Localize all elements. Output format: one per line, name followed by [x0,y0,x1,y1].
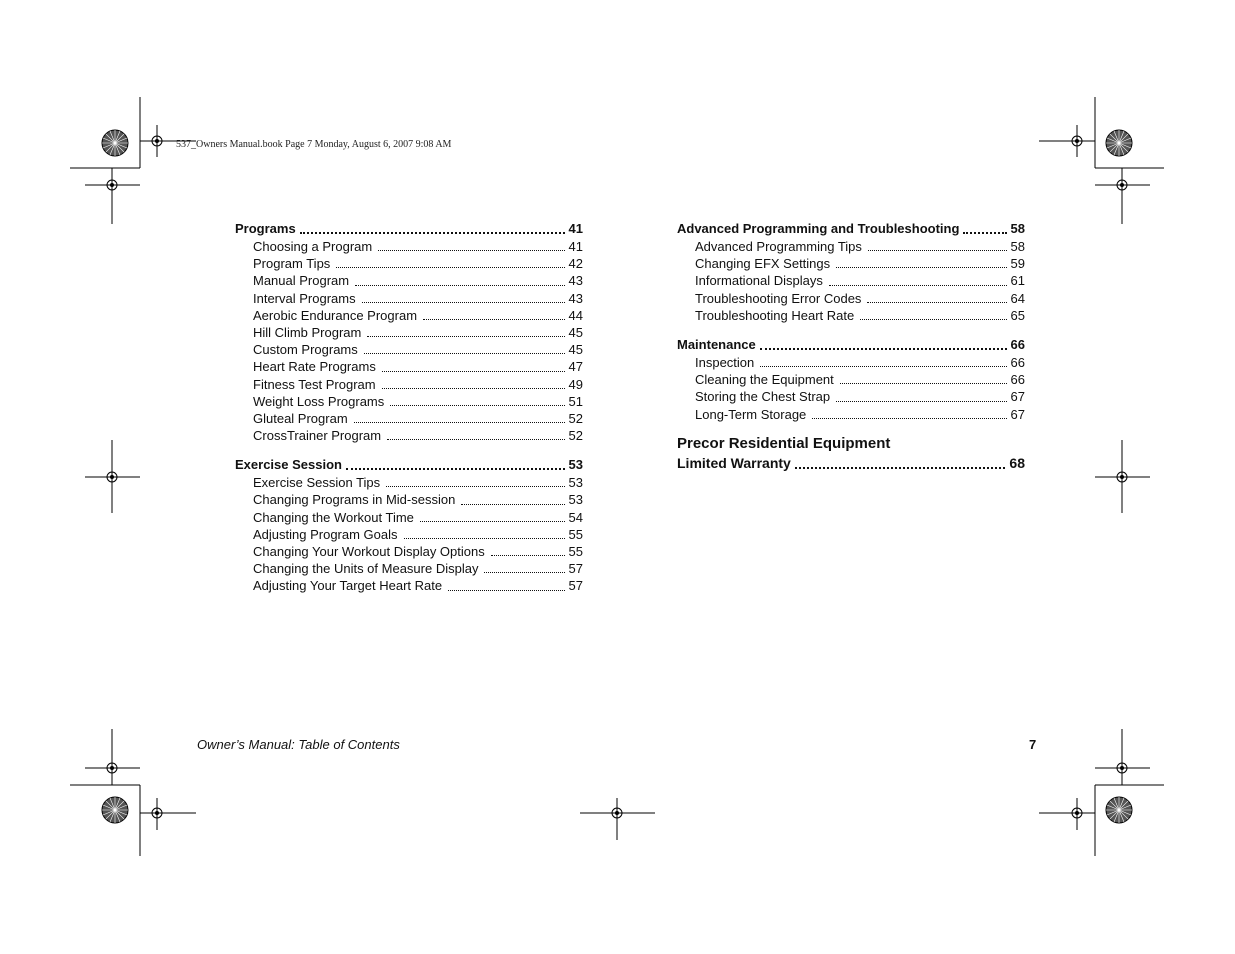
toc-entry-page: 55 [568,526,583,542]
toc-entry[interactable] [677,354,1025,371]
toc-entry-label: Changing the Units of Measure Display [253,561,479,577]
toc-items [677,354,1025,423]
toc-leader-dots [836,401,1006,402]
toc-entry-page: 42 [568,256,583,272]
toc-leader-dots [354,422,565,423]
toc-entry-page: 53 [568,475,583,491]
toc-entry[interactable] [235,307,583,324]
warranty-heading-line1: Precor Residential Equipment [677,434,891,452]
toc-entry[interactable] [235,543,583,560]
toc-entry-page: 43 [568,273,583,289]
toc-entry[interactable] [677,255,1025,272]
footer-page-number: 7 [1029,737,1037,752]
toc-entry[interactable] [235,358,583,375]
toc-entry[interactable] [235,474,583,491]
toc-entry[interactable] [235,410,583,427]
toc-leader-dots [364,353,565,354]
toc-entry[interactable] [235,427,583,444]
toc-entry[interactable] [235,324,583,341]
toc-entry-label: Aerobic Endurance Program [253,307,418,323]
toc-items [235,238,583,444]
toc-entry-page: 52 [568,410,583,426]
toc-leader-dots [868,250,1007,251]
toc-entry-label: CrossTrainer Program [253,428,382,444]
toc-entry-page: 51 [568,393,583,409]
toc-entry-page: 57 [568,578,583,594]
toc-entry-label: Informational Displays [695,273,823,289]
toc-entry[interactable] [235,577,583,594]
toc-entry[interactable] [677,272,1025,289]
toc-entry-label: Cleaning the Equipment [695,372,834,388]
toc-leader-dots [836,267,1006,268]
toc-heading[interactable]: Maintenance 66 [677,336,1025,352]
toc-right-column [677,219,1025,473]
toc-entry-page: 66 [1010,372,1025,388]
toc-entry[interactable] [235,272,583,289]
toc-heading[interactable]: Exercise Session 53 [235,457,583,473]
footer-title: Owner’s Manual: Table of Contents [197,737,400,752]
toc-entry-label: Heart Rate Programs [253,359,376,375]
toc-entry[interactable] [235,290,583,307]
warranty-heading-line2: Limited Warranty 68 [677,454,1025,471]
toc-entry-label: Adjusting Program Goals [253,526,398,542]
toc-entry[interactable] [677,371,1025,388]
toc-entry-page: 61 [1010,273,1025,289]
toc-entry[interactable] [235,393,583,410]
toc-leader-dots [423,319,565,320]
toc-entry[interactable] [235,491,583,508]
toc-leader-dots [378,250,564,251]
toc-section-advanced-programming [677,219,1025,324]
toc-leader-dots [355,285,564,286]
toc-entry[interactable] [677,307,1025,324]
toc-leader-dots [448,590,564,591]
toc-entry-label: Changing Programs in Mid-session [253,492,456,508]
toc-leader-dots [829,285,1007,286]
toc-leader-dots [390,405,564,406]
toc-leader-dots [387,439,564,440]
toc-entry-label: Troubleshooting Heart Rate [695,307,855,323]
toc-leader-dots [812,418,1006,419]
toc-entry-label: Inspection [695,354,755,370]
toc-entry-label: Adjusting Your Target Heart Rate [253,578,443,594]
toc-entry-page: 59 [1010,256,1025,272]
toc-entry[interactable] [235,509,583,526]
toc-leader-dots [362,302,565,303]
toc-entry-label: Gluteal Program [253,410,348,426]
toc-entry[interactable] [235,526,583,543]
toc-entry-page: 67 [1010,406,1025,422]
toc-entry-label: Advanced Programming Tips [695,239,862,254]
toc-entry-page: 43 [568,290,583,306]
toc-entry-page: 54 [568,509,583,525]
toc-leader-dots [336,267,564,268]
toc-heading[interactable]: Programs 41 [235,221,583,236]
toc-entry-label: Exercise Session Tips [253,475,381,491]
toc-entry[interactable] [235,341,583,358]
toc-entry-label: Custom Programs [253,342,358,358]
toc-heading[interactable]: Advanced Programming and Troubleshooting 58 [677,221,1025,236]
toc-entry-page: 53 [568,492,583,508]
toc-items [677,238,1025,324]
toc-entry-label: Changing the Workout Time [253,509,414,525]
toc-entry-page: 47 [568,359,583,375]
toc-entry[interactable] [235,238,583,255]
toc-entry-page: 45 [568,342,583,358]
toc-entry-label: Changing EFX Settings [695,256,831,272]
print-slug-line: 537_Owners Manual.book Page 7 Monday, August 6, 2007 9:08 AM [176,139,452,150]
toc-entry-label: Troubleshooting Error Codes [695,290,862,306]
toc-leader-dots [382,371,565,372]
toc-leader-dots [860,319,1006,320]
toc-entry-page: 45 [568,324,583,340]
toc-entry-page: 66 [1010,354,1025,370]
toc-entry-label: Weight Loss Programs [253,393,385,409]
toc-entry-page: 65 [1010,307,1025,323]
toc-entry-label: Interval Programs [253,290,356,306]
toc-entry-label: Manual Program [253,273,350,289]
toc-entry-label: Fitness Test Program [253,376,376,392]
toc-items [235,474,583,594]
toc-entry[interactable] [235,255,583,272]
toc-leader-dots [491,555,565,556]
toc-leader-dots [461,504,564,505]
toc-entry-page: 55 [568,544,583,559]
toc-leader-dots [484,572,564,573]
toc-section-maintenance [677,335,1025,423]
toc-entry[interactable] [677,290,1025,307]
toc-entry-page: 64 [1010,290,1025,306]
toc-entry[interactable] [235,376,583,393]
toc-entry-page: 57 [568,561,583,577]
toc-entry-page: 41 [568,239,583,254]
toc-section-exercise-session [235,455,583,594]
toc-leader-dots [867,302,1006,303]
toc-entry-label: Changing Your Workout Display Options [253,544,485,559]
toc-leader-dots [382,388,565,389]
toc-entry-label: Long-Term Storage [695,406,807,422]
toc-leader-dots [840,383,1007,384]
toc-entry-label: Storing the Chest Strap [695,389,831,405]
toc-entry-label: Program Tips [253,256,331,272]
toc-entry-page: 49 [568,376,583,392]
toc-leader-dots [386,486,564,487]
toc-section-programs [235,219,583,444]
toc-entry-label: Hill Climb Program [253,324,362,340]
toc-entry-page: 44 [568,307,583,323]
toc-entry-page: 67 [1010,389,1025,405]
toc-entry[interactable] [677,388,1025,405]
toc-entry-page: 58 [1010,239,1025,254]
toc-entry-label: Choosing a Program [253,239,373,254]
toc-entry-page: 52 [568,428,583,444]
toc-entry[interactable] [677,238,1025,255]
toc-left-column [235,219,583,606]
toc-leader-dots [420,521,565,522]
toc-entry[interactable] [677,406,1025,423]
toc-entry[interactable] [235,560,583,577]
toc-leader-dots [404,538,565,539]
toc-section-warranty[interactable] [677,434,1025,473]
toc-leader-dots [760,366,1006,367]
toc-leader-dots [367,336,564,337]
